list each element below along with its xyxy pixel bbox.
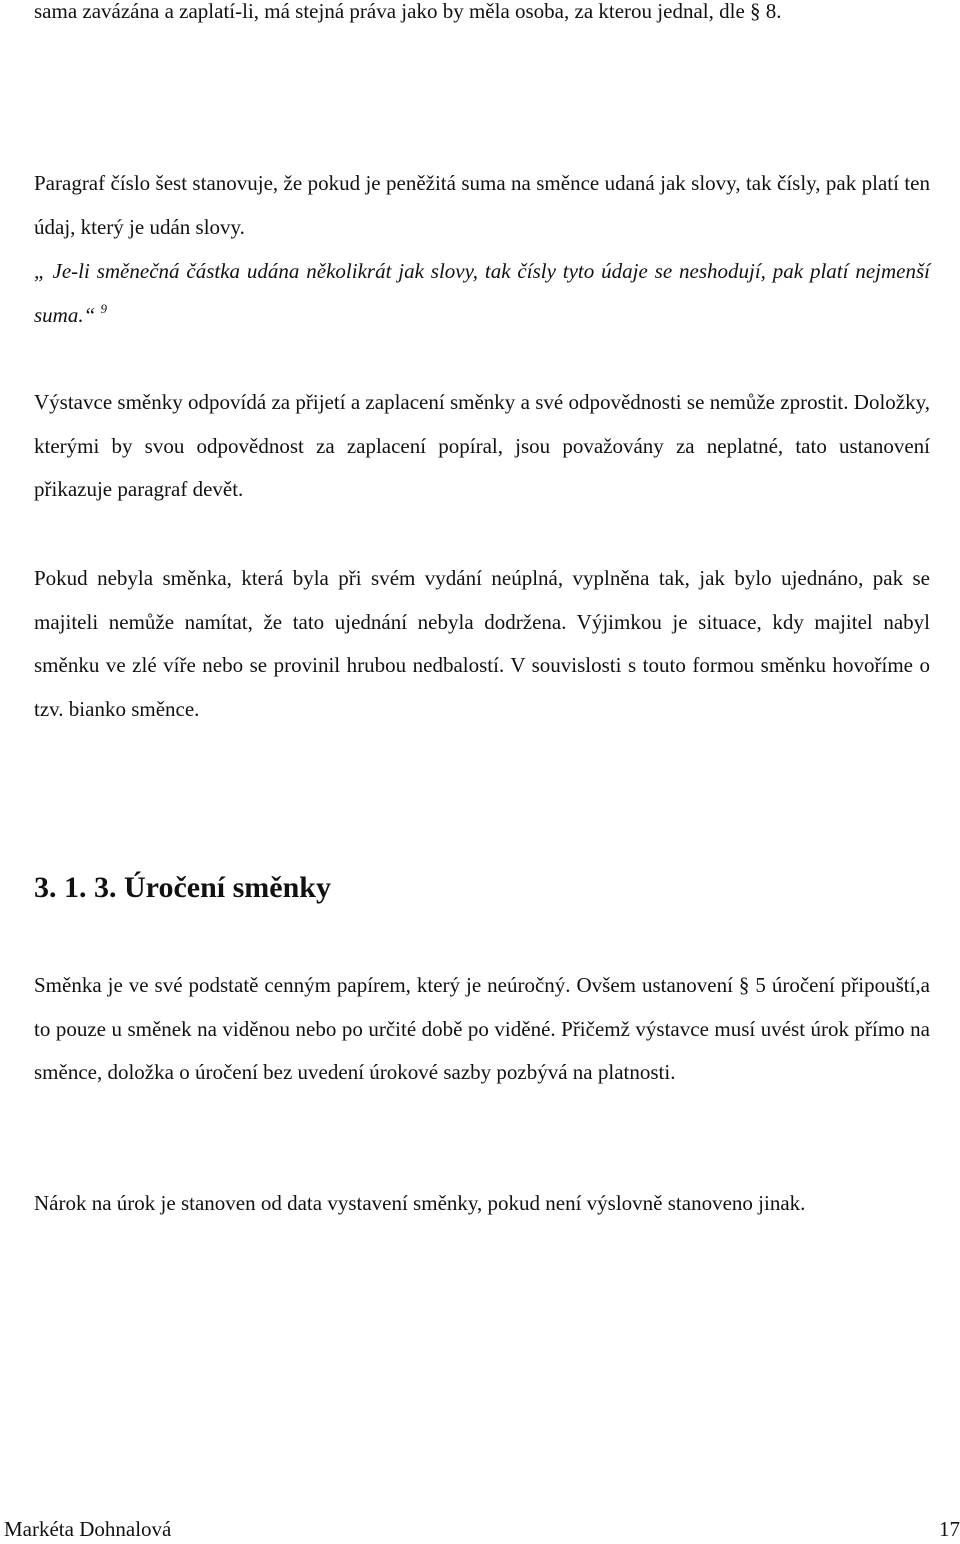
page-footer bbox=[0, 1514, 960, 1544]
paragraph-interest bbox=[34, 964, 930, 1095]
paragraph-interest-claim bbox=[34, 1182, 930, 1226]
paragraph-issuer-liability bbox=[34, 381, 930, 512]
paragraph-text: Nárok na úrok je stanoven od data vystavení směnky, pokud není výslovně stanoveno jinak. bbox=[34, 1191, 806, 1215]
footer-author: Markéta Dohnalová bbox=[4, 1517, 172, 1541]
quote-text bbox=[34, 250, 930, 337]
quote-block bbox=[34, 250, 930, 337]
paragraph-text: Paragraf číslo šest stanovuje, že pokud je peněžitá suma na směnce udaná jak slovy, tak čísly, pak platí ten údaj, který je udán slovy. bbox=[34, 171, 930, 239]
page-number: 17 bbox=[939, 1517, 960, 1541]
section-heading: 3. 1. 3. Úročení směnky bbox=[34, 871, 331, 904]
paragraph-amount-rule bbox=[34, 162, 930, 249]
paragraph-text: Směnka je ve své podstatě cenným papírem, který je neúročný. Ovšem ustanovení § 5 úročení připouští,a to pouze u směnek na viděnou nebo po určité době po viděné. Přičemž výstavce musí uvést úrok přímo na směnce, doložka o úročení bez uvedení úrokové sazby pozbývá na platnosti. bbox=[34, 973, 930, 1084]
paragraph-blank-bill bbox=[34, 557, 930, 731]
paragraph-text: Pokud nebyla směnka, která byla při svém vydání neúplná, vyplněna tak, jak bylo ujednáno, pak se majiteli nemůže namítat, že tato ujednání nebyla dodržena. Výjimkou je situace, kdy majitel nabyl směnku ve zlé víře nebo se provinil hrubou nedbalostí. V souvislosti s touto formou směnku hovoříme o tzv. bianko směnce. bbox=[34, 566, 930, 721]
footnote-marker: 9 bbox=[100, 300, 108, 316]
paragraph-continuation bbox=[34, 0, 930, 34]
paragraph-text: Výstavce směnky odpovídá za přijetí a zaplacení směnky a své odpovědnosti se nemůže zprostit. Doložky, kterými by svou odpovědnost za zaplacení popíral, jsou považovány za neplatné, tato ustanovení přikazuje paragraf devět. bbox=[34, 390, 930, 501]
paragraph-text: sama zavázána a zaplatí-li, má stejná práva jako by měla osoba, za kterou jednal, dle § 8. bbox=[34, 0, 782, 23]
quote-body: „ Je-li směnečná částka udána několikrát jak slovy, tak čísly tyto údaje se neshodují, pak platí nejmenší suma.“ bbox=[34, 259, 930, 327]
